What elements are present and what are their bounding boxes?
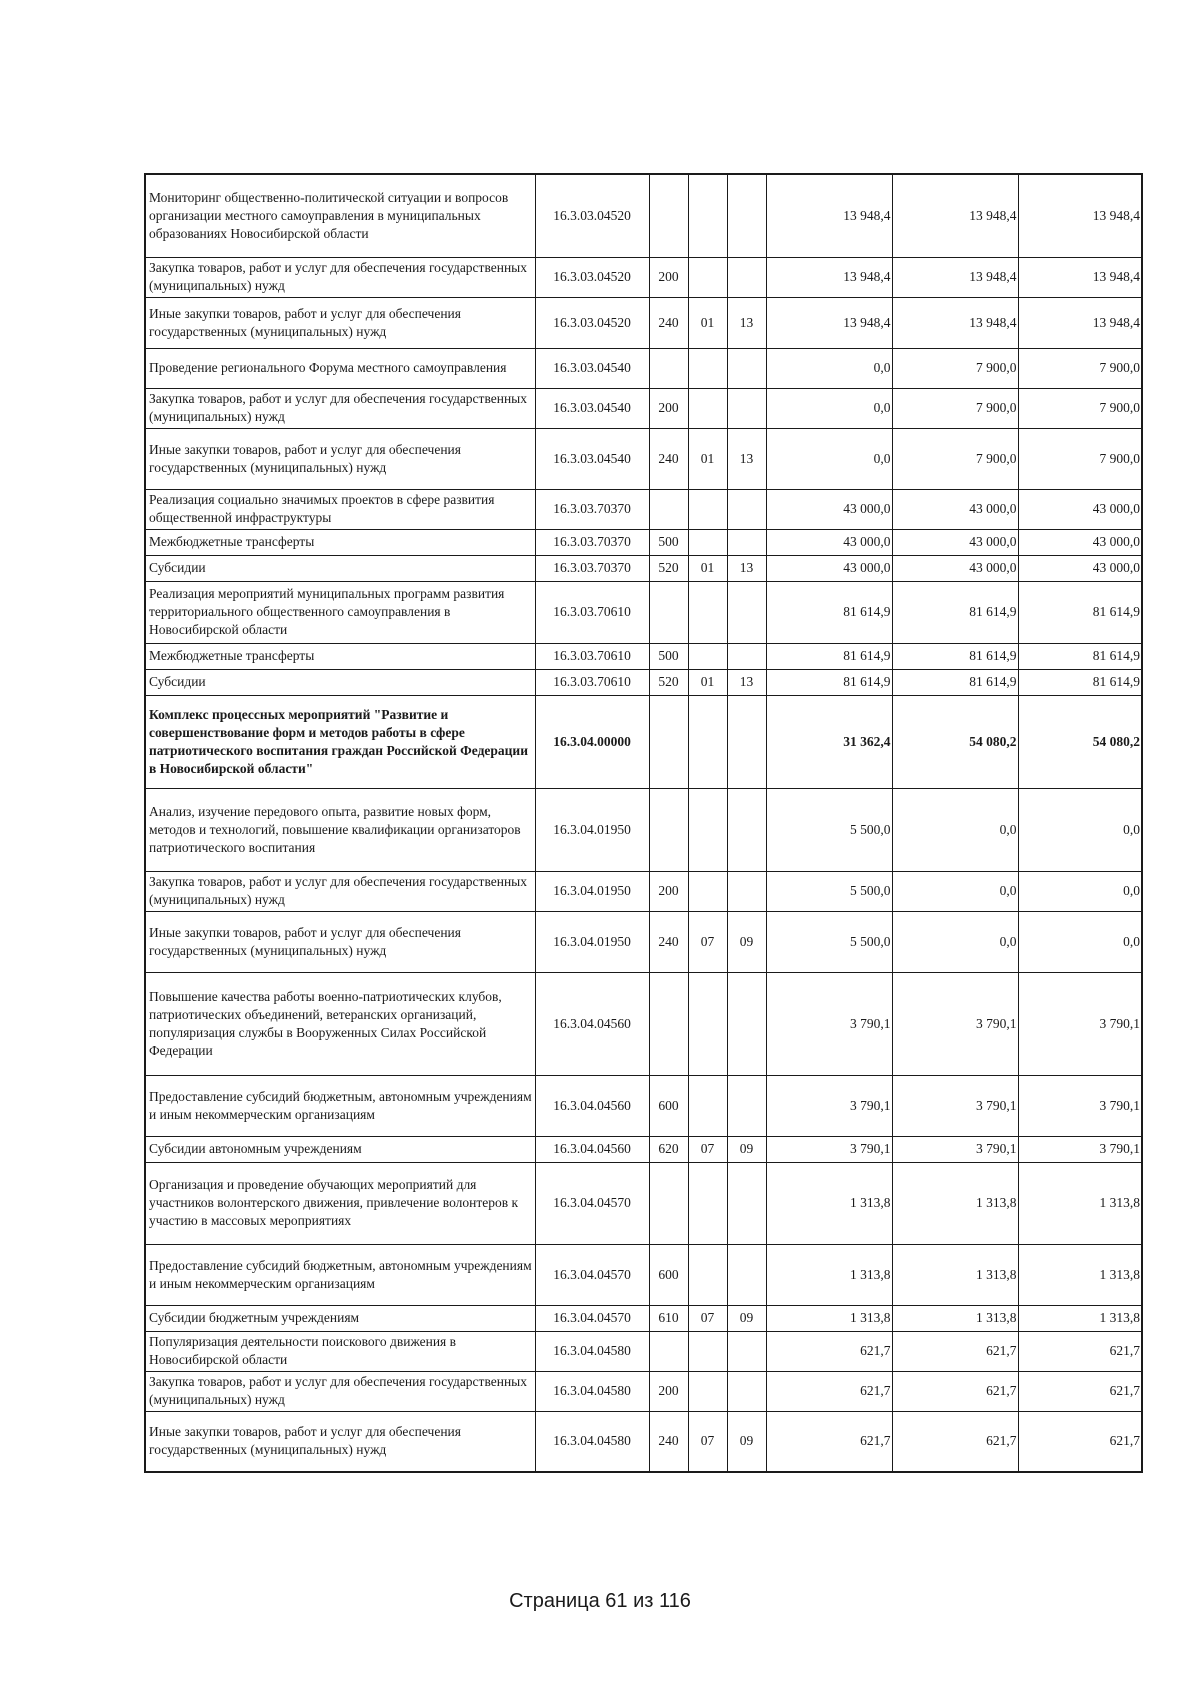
row-value-1-cell: 1 313,8 [766,1305,892,1331]
table-row [145,1331,1142,1371]
row-value-2-cell: 3 790,1 [892,1136,1018,1162]
table-row [145,388,1142,428]
row-name-cell: Организация и проведение обучающих мероприятий для участников волонтерского движения, привлечение волонтеров к участию в массовых мероприятиях [145,1162,535,1244]
row-code-cell: 16.3.03.70610 [535,669,649,695]
row-pr-cell: 09 [727,1411,766,1472]
table-row [145,643,1142,669]
row-value-2-cell: 621,7 [892,1331,1018,1371]
row-pr-cell [727,174,766,257]
row-code-cell: 16.3.04.04560 [535,1075,649,1136]
row-vr-cell: 240 [649,1411,688,1472]
row-code-cell: 16.3.04.04570 [535,1162,649,1244]
row-value-2-cell: 13 948,4 [892,297,1018,348]
row-vr-cell: 600 [649,1244,688,1305]
row-pr-cell: 13 [727,428,766,489]
table-row [145,911,1142,972]
row-rz-cell [688,695,727,788]
row-value-3-cell: 7 900,0 [1018,388,1142,428]
row-code-cell: 16.3.04.00000 [535,695,649,788]
row-value-2-cell: 7 900,0 [892,428,1018,489]
row-name-cell: Закупка товаров, работ и услуг для обеспечения государственных (муниципальных) нужд [145,257,535,297]
row-code-cell: 16.3.03.04540 [535,388,649,428]
row-code-cell: 16.3.04.04570 [535,1305,649,1331]
row-value-1-cell: 5 500,0 [766,911,892,972]
row-pr-cell: 09 [727,911,766,972]
table-row [145,555,1142,581]
row-value-1-cell: 621,7 [766,1411,892,1472]
row-code-cell: 16.3.03.04520 [535,257,649,297]
row-pr-cell [727,529,766,555]
row-vr-cell: 200 [649,871,688,911]
row-value-3-cell: 3 790,1 [1018,1075,1142,1136]
table-row [145,695,1142,788]
table-row [145,1371,1142,1411]
row-value-3-cell: 1 313,8 [1018,1305,1142,1331]
row-value-1-cell: 81 614,9 [766,669,892,695]
table-row [145,428,1142,489]
row-name-cell: Реализация социально значимых проектов в сфере развития общественной инфраструктуры [145,489,535,529]
table-row [145,669,1142,695]
row-value-1-cell: 0,0 [766,348,892,388]
row-code-cell: 16.3.04.01950 [535,871,649,911]
row-pr-cell [727,1244,766,1305]
row-pr-cell [727,581,766,643]
row-value-1-cell: 621,7 [766,1331,892,1371]
row-rz-cell [688,388,727,428]
row-pr-cell: 13 [727,669,766,695]
row-pr-cell [727,1075,766,1136]
row-value-3-cell: 13 948,4 [1018,297,1142,348]
row-rz-cell [688,1331,727,1371]
row-pr-cell [727,695,766,788]
row-value-2-cell: 43 000,0 [892,529,1018,555]
row-code-cell: 16.3.03.70370 [535,489,649,529]
row-pr-cell [727,788,766,871]
table-body [145,174,1142,1472]
row-rz-cell: 07 [688,1136,727,1162]
table-row [145,489,1142,529]
row-vr-cell [649,695,688,788]
page-number: Страница 61 из 116 [509,1590,691,1612]
row-code-cell: 16.3.03.70370 [535,529,649,555]
row-name-cell: Анализ, изучение передового опыта, развитие новых форм, методов и технологий, повышение квалификации организаторов патриотического воспитания [145,788,535,871]
row-value-3-cell: 7 900,0 [1018,348,1142,388]
row-value-3-cell: 81 614,9 [1018,669,1142,695]
row-name-cell: Реализация мероприятий муниципальных программ развития территориального общественного самоуправления в Новосибирской области [145,581,535,643]
table-row [145,529,1142,555]
row-value-2-cell: 54 080,2 [892,695,1018,788]
row-rz-cell: 07 [688,1411,727,1472]
row-vr-cell [649,174,688,257]
row-value-2-cell: 3 790,1 [892,972,1018,1075]
row-value-2-cell: 3 790,1 [892,1075,1018,1136]
row-code-cell: 16.3.04.04560 [535,972,649,1075]
row-pr-cell: 09 [727,1136,766,1162]
row-vr-cell: 240 [649,297,688,348]
row-value-3-cell: 0,0 [1018,788,1142,871]
row-value-1-cell: 81 614,9 [766,643,892,669]
row-value-2-cell: 621,7 [892,1371,1018,1411]
row-value-3-cell: 0,0 [1018,911,1142,972]
budget-table [144,173,1143,1473]
row-value-3-cell: 621,7 [1018,1331,1142,1371]
row-name-cell: Предоставление субсидий бюджетным, автономным учреждениям и иным некоммерческим организациям [145,1075,535,1136]
row-name-cell: Субсидии [145,555,535,581]
row-rz-cell [688,1162,727,1244]
row-value-1-cell: 43 000,0 [766,489,892,529]
row-value-3-cell: 3 790,1 [1018,972,1142,1075]
row-value-2-cell: 81 614,9 [892,669,1018,695]
row-vr-cell: 610 [649,1305,688,1331]
row-name-cell: Иные закупки товаров, работ и услуг для обеспечения государственных (муниципальных) нужд [145,428,535,489]
row-name-cell: Проведение регионального Форума местного самоуправления [145,348,535,388]
table-row [145,174,1142,257]
row-name-cell: Комплекс процессных мероприятий "Развитие и совершенствование форм и методов работы в сфере патриотического воспитания граждан Российской Федерации в Новосибирской области" [145,695,535,788]
row-vr-cell [649,1331,688,1371]
row-rz-cell: 07 [688,911,727,972]
row-name-cell: Закупка товаров, работ и услуг для обеспечения государственных (муниципальных) нужд [145,871,535,911]
row-rz-cell [688,788,727,871]
row-name-cell: Популяризация деятельности поискового движения в Новосибирской области [145,1331,535,1371]
row-code-cell: 16.3.04.04580 [535,1371,649,1411]
row-value-3-cell: 13 948,4 [1018,174,1142,257]
row-value-1-cell: 0,0 [766,428,892,489]
row-name-cell: Мониторинг общественно-политической ситуации и вопросов организации местного самоуправления в муниципальных образованиях Новосибирской области [145,174,535,257]
table-row [145,348,1142,388]
row-value-1-cell: 43 000,0 [766,555,892,581]
row-vr-cell: 600 [649,1075,688,1136]
row-value-3-cell: 43 000,0 [1018,555,1142,581]
row-value-2-cell: 1 313,8 [892,1162,1018,1244]
table-row [145,1305,1142,1331]
row-value-1-cell: 81 614,9 [766,581,892,643]
row-code-cell: 16.3.04.04580 [535,1331,649,1371]
row-value-2-cell: 1 313,8 [892,1305,1018,1331]
row-pr-cell [727,257,766,297]
row-value-3-cell: 3 790,1 [1018,1136,1142,1162]
row-vr-cell: 240 [649,911,688,972]
row-rz-cell [688,257,727,297]
row-name-cell: Субсидии автономным учреждениям [145,1136,535,1162]
row-rz-cell: 07 [688,1305,727,1331]
row-value-1-cell: 31 362,4 [766,695,892,788]
row-vr-cell: 620 [649,1136,688,1162]
row-name-cell: Иные закупки товаров, работ и услуг для обеспечения государственных (муниципальных) нужд [145,1411,535,1472]
row-pr-cell [727,1162,766,1244]
table-row [145,1075,1142,1136]
row-pr-cell [727,1331,766,1371]
row-value-1-cell: 3 790,1 [766,1136,892,1162]
row-value-1-cell: 621,7 [766,1371,892,1411]
row-name-cell: Межбюджетные трансферты [145,529,535,555]
row-value-1-cell: 5 500,0 [766,871,892,911]
row-rz-cell [688,1371,727,1411]
row-name-cell: Повышение качества работы военно-патриотических клубов, патриотических объединений, ветеранских организаций, популяризация службы в Вооруженных Силах Российской Федерации [145,972,535,1075]
row-vr-cell [649,788,688,871]
row-value-1-cell: 13 948,4 [766,297,892,348]
row-code-cell: 16.3.03.70610 [535,581,649,643]
row-code-cell: 16.3.04.04560 [535,1136,649,1162]
row-name-cell: Закупка товаров, работ и услуг для обеспечения государственных (муниципальных) нужд [145,1371,535,1411]
row-value-1-cell: 1 313,8 [766,1244,892,1305]
table-row [145,297,1142,348]
row-vr-cell: 520 [649,555,688,581]
row-vr-cell: 520 [649,669,688,695]
row-code-cell: 16.3.04.01950 [535,911,649,972]
row-pr-cell [727,1371,766,1411]
row-pr-cell [727,348,766,388]
row-value-1-cell: 5 500,0 [766,788,892,871]
row-pr-cell [727,871,766,911]
row-rz-cell: 01 [688,297,727,348]
row-rz-cell [688,581,727,643]
row-value-3-cell: 81 614,9 [1018,581,1142,643]
row-code-cell: 16.3.04.04570 [535,1244,649,1305]
row-value-2-cell: 13 948,4 [892,174,1018,257]
row-pr-cell [727,388,766,428]
row-rz-cell [688,871,727,911]
row-value-3-cell: 7 900,0 [1018,428,1142,489]
row-value-2-cell: 13 948,4 [892,257,1018,297]
table-row [145,1136,1142,1162]
row-value-2-cell: 81 614,9 [892,643,1018,669]
row-value-2-cell: 0,0 [892,871,1018,911]
row-value-3-cell: 621,7 [1018,1371,1142,1411]
row-pr-cell [727,643,766,669]
row-name-cell: Межбюджетные трансферты [145,643,535,669]
row-name-cell: Предоставление субсидий бюджетным, автономным учреждениям и иным некоммерческим организациям [145,1244,535,1305]
table-row [145,972,1142,1075]
row-code-cell: 16.3.03.04520 [535,174,649,257]
row-rz-cell: 01 [688,555,727,581]
row-name-cell: Закупка товаров, работ и услуг для обеспечения государственных (муниципальных) нужд [145,388,535,428]
row-value-2-cell: 0,0 [892,911,1018,972]
row-rz-cell: 01 [688,669,727,695]
row-rz-cell [688,174,727,257]
table-row [145,257,1142,297]
table-row [145,581,1142,643]
table-row [145,1411,1142,1472]
row-vr-cell: 200 [649,257,688,297]
row-value-3-cell: 0,0 [1018,871,1142,911]
row-value-2-cell: 621,7 [892,1411,1018,1472]
row-value-1-cell: 3 790,1 [766,972,892,1075]
row-vr-cell: 500 [649,529,688,555]
table-row [145,1162,1142,1244]
row-value-3-cell: 43 000,0 [1018,489,1142,529]
row-code-cell: 16.3.03.70610 [535,643,649,669]
row-vr-cell [649,489,688,529]
row-value-1-cell: 1 313,8 [766,1162,892,1244]
row-value-1-cell: 0,0 [766,388,892,428]
row-value-1-cell: 13 948,4 [766,257,892,297]
row-vr-cell [649,581,688,643]
row-rz-cell: 01 [688,428,727,489]
table-row [145,1244,1142,1305]
row-vr-cell: 240 [649,428,688,489]
row-value-2-cell: 43 000,0 [892,555,1018,581]
row-rz-cell [688,1075,727,1136]
row-rz-cell [688,348,727,388]
row-value-3-cell: 621,7 [1018,1411,1142,1472]
row-value-3-cell: 54 080,2 [1018,695,1142,788]
row-code-cell: 16.3.04.04580 [535,1411,649,1472]
row-value-3-cell: 13 948,4 [1018,257,1142,297]
row-value-3-cell: 1 313,8 [1018,1244,1142,1305]
row-pr-cell [727,972,766,1075]
row-value-2-cell: 43 000,0 [892,489,1018,529]
row-code-cell: 16.3.03.04540 [535,348,649,388]
row-value-1-cell: 43 000,0 [766,529,892,555]
row-code-cell: 16.3.03.70370 [535,555,649,581]
row-name-cell: Субсидии бюджетным учреждениям [145,1305,535,1331]
row-vr-cell: 200 [649,1371,688,1411]
row-rz-cell [688,1244,727,1305]
row-value-2-cell: 7 900,0 [892,388,1018,428]
row-value-2-cell: 7 900,0 [892,348,1018,388]
row-pr-cell [727,489,766,529]
row-vr-cell: 500 [649,643,688,669]
row-pr-cell: 13 [727,555,766,581]
row-value-3-cell: 43 000,0 [1018,529,1142,555]
row-rz-cell [688,529,727,555]
row-value-2-cell: 81 614,9 [892,581,1018,643]
row-name-cell: Иные закупки товаров, работ и услуг для обеспечения государственных (муниципальных) нужд [145,911,535,972]
row-value-2-cell: 0,0 [892,788,1018,871]
row-code-cell: 16.3.04.01950 [535,788,649,871]
row-pr-cell: 13 [727,297,766,348]
row-value-3-cell: 1 313,8 [1018,1162,1142,1244]
row-value-2-cell: 1 313,8 [892,1244,1018,1305]
row-pr-cell: 09 [727,1305,766,1331]
row-value-1-cell: 13 948,4 [766,174,892,257]
row-rz-cell [688,643,727,669]
table-row [145,871,1142,911]
row-code-cell: 16.3.03.04540 [535,428,649,489]
row-vr-cell [649,1162,688,1244]
row-vr-cell [649,972,688,1075]
row-name-cell: Иные закупки товаров, работ и услуг для обеспечения государственных (муниципальных) нужд [145,297,535,348]
row-vr-cell [649,348,688,388]
row-value-1-cell: 3 790,1 [766,1075,892,1136]
row-name-cell: Субсидии [145,669,535,695]
row-rz-cell [688,489,727,529]
row-code-cell: 16.3.03.04520 [535,297,649,348]
table-row [145,788,1142,871]
row-rz-cell [688,972,727,1075]
row-vr-cell: 200 [649,388,688,428]
row-value-3-cell: 81 614,9 [1018,643,1142,669]
